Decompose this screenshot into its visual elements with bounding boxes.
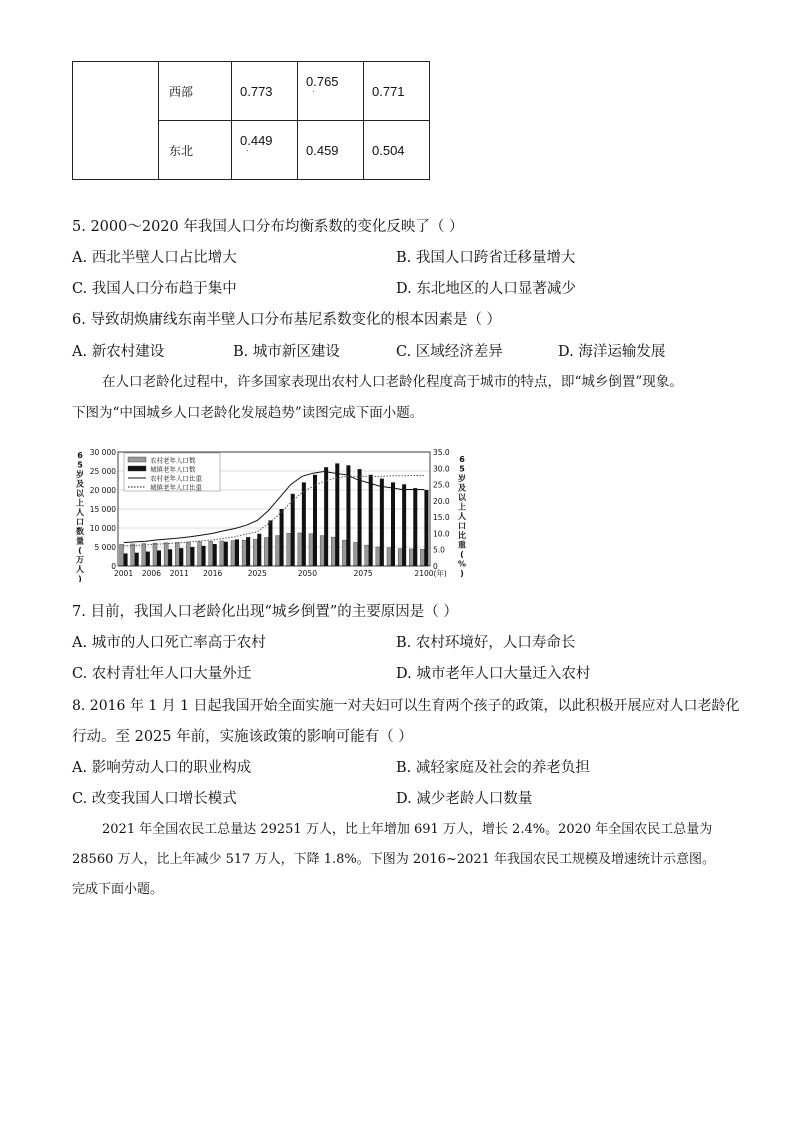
- rural-elderly-bar: [242, 540, 246, 566]
- svg-text:5: 5: [459, 464, 465, 474]
- urban-elderly-bar: [190, 547, 194, 566]
- svg-text:人: 人: [458, 512, 466, 521]
- rural-elderly-bar: [276, 536, 280, 566]
- coefficient-table: [72, 61, 430, 180]
- svg-text:6: 6: [77, 451, 83, 460]
- question-7-stem: 7. 目前，我国人口老龄化出现“城乡倒置”的主要原因是（ ）: [72, 604, 458, 620]
- intro-paragraph-2-line-3: 完成下面小题。: [72, 882, 164, 897]
- urban-elderly-bar: [280, 509, 284, 566]
- intro-paragraph-2-line-2: 28560 万人，比上年减少 517 万人，下降 1.8%。下图为 2016~2021 年我国农民工规模及增速统计示意图。: [72, 852, 716, 867]
- svg-text:及: 及: [76, 479, 84, 489]
- x-tick-label: 2075: [353, 569, 373, 578]
- question-6-stem: 6. 导致胡焕庸线东南半壁人口分布基尼系数变化的根本因素是（ ）: [72, 312, 502, 328]
- rural-elderly-bar: [320, 536, 324, 566]
- rural-elderly-bar: [420, 549, 424, 566]
- intro-paragraph-2-line-1: 2021 年全国农民工总量达 29251 万人，比上年增加 691 万人，增长 2.4%。2020 年全国农民工总量为: [102, 822, 713, 837]
- y-left-tick-label: 25 000: [89, 467, 116, 476]
- rural-elderly-bar: [298, 533, 302, 566]
- y-right-tick-label: 10.0: [433, 529, 450, 539]
- x-tick-label: 2011: [169, 569, 189, 578]
- question-8-stem-line-2: 行动。至 2025 年前，实施该政策的影响可能有（ ）: [72, 729, 413, 745]
- rural-elderly-bar: [376, 547, 380, 566]
- rural-elderly-bar: [365, 545, 369, 566]
- question-5-option-a: A. 西北半壁人口占比增大: [72, 250, 237, 266]
- y-right-tick-label: 15.0: [433, 513, 450, 523]
- y-left-axis-label: [76, 451, 85, 582]
- y-right-tick-label: 30.0: [433, 464, 450, 474]
- urban-elderly-bar: [246, 537, 250, 566]
- rural-elderly-bar: [398, 549, 402, 566]
- value-cell: 0.765 ·: [298, 62, 364, 121]
- rural-elderly-bar: [198, 542, 202, 566]
- rural-elderly-bar: [309, 534, 313, 566]
- rural-elderly-bar: [175, 542, 179, 566]
- svg-text:量: 量: [76, 536, 84, 546]
- y-right-tick-label: 5.0: [433, 545, 445, 555]
- svg-text:万: 万: [76, 555, 84, 565]
- urban-elderly-bar: [224, 542, 228, 566]
- y-right-tick-label: 25.0: [433, 480, 450, 490]
- question-8-option-c: C. 改变我国人口增长模式: [72, 791, 237, 807]
- x-tick-label: 2001: [114, 569, 134, 578]
- y-left-tick-label: 10 000: [89, 524, 116, 533]
- svg-text:): ): [78, 574, 82, 582]
- y-right-tick-label: 20.0: [433, 496, 450, 506]
- svg-text:以: 以: [76, 489, 84, 498]
- aging-trend-chart: [70, 440, 480, 582]
- question-7-option-b: B. 农村环境好，人口寿命长: [396, 635, 576, 651]
- urban-elderly-bar: [424, 490, 428, 566]
- urban-elderly-bar: [413, 488, 417, 566]
- question-5-stem: 5. 2000～2020 年我国人口分布均衡系数的变化反映了（ ）: [72, 219, 464, 235]
- question-6-option-b: B. 城市新区建设: [233, 344, 340, 360]
- y-left-tick-label: 5 000: [94, 543, 116, 552]
- question-6-option-c: C. 区域经济差异: [396, 344, 503, 360]
- svg-text:及: 及: [458, 483, 466, 493]
- intro-paragraph-1-line-2: 下图为“中国城乡人口老龄化发展趋势”读图完成下面小题。: [72, 405, 424, 421]
- value-cell: 0.449 ·: [232, 121, 298, 180]
- y-right-tick-label: 35.0: [433, 448, 450, 457]
- x-tick-label: 2025: [247, 569, 267, 578]
- rural-elderly-bar: [120, 544, 124, 566]
- x-tick-label: 2050: [297, 569, 317, 578]
- urban-elderly-bar: [268, 520, 272, 566]
- urban-elderly-bar: [124, 553, 128, 566]
- question-8-stem-line-1: 8. 2016 年 1 月 1 日起我国开始全面实施一对夫妇可以生育两个孩子的政策，以此积极开展应对人口老龄化: [72, 698, 740, 714]
- value-cell: 0.459: [298, 121, 364, 180]
- rural-elderly-bar: [142, 544, 146, 566]
- urban-elderly-bar: [302, 482, 306, 566]
- urban-elderly-bar: [135, 553, 139, 566]
- question-6-option-a: A. 新农村建设: [72, 344, 165, 360]
- question-8-option-d: D. 减少老龄人口数量: [396, 791, 533, 807]
- value-text: 0.765: [306, 73, 339, 89]
- rural-elderly-bar: [331, 537, 335, 566]
- urban-elderly-bar: [313, 475, 317, 566]
- legend-label: 农村老年人口数: [150, 456, 196, 465]
- svg-text:6: 6: [459, 455, 465, 464]
- svg-text:口: 口: [458, 521, 466, 531]
- urban-elderly-bar: [213, 544, 217, 566]
- rural-elderly-bar: [186, 542, 190, 566]
- urban-elderly-bar: [369, 475, 373, 566]
- svg-text:上: 上: [458, 502, 466, 512]
- x-tick-label: 2006: [141, 569, 161, 578]
- svg-text:): ): [460, 569, 464, 578]
- rural-elderly-bar: [264, 538, 268, 567]
- rural-elderly-bar: [164, 543, 168, 566]
- urban-elderly-bar: [324, 467, 328, 566]
- urban-elderly-bar: [179, 548, 183, 566]
- rural-elderly-bar: [231, 541, 235, 566]
- legend-label: 城镇老年人口数: [150, 465, 196, 474]
- urban-elderly-bar: [380, 479, 384, 566]
- table-row: [73, 62, 430, 121]
- question-5-option-b: B. 我国人口跨省迁移量增大: [396, 250, 576, 266]
- rural-elderly-bar: [387, 548, 391, 566]
- svg-text:岁: 岁: [458, 474, 466, 483]
- legend-swatch: [128, 457, 146, 462]
- svg-text:人: 人: [76, 508, 84, 517]
- y-left-tick-label: 0: [111, 562, 116, 571]
- rural-elderly-bar: [253, 539, 257, 566]
- question-5-option-c: C. 我国人口分布趋于集中: [72, 281, 237, 297]
- value-text: 0.449: [240, 132, 273, 148]
- value-cell: 0.773: [232, 62, 298, 121]
- urban-elderly-bar: [257, 534, 261, 566]
- rural-elderly-bar: [220, 541, 224, 566]
- chart-legend: [124, 453, 220, 492]
- merged-cell: [73, 62, 159, 180]
- svg-text:数: 数: [76, 527, 84, 536]
- urban-elderly-bar: [358, 469, 362, 566]
- x-tick-label: 2100(年): [414, 569, 447, 578]
- legend-swatch: [128, 466, 146, 471]
- urban-elderly-bar: [402, 484, 406, 566]
- svg-text:%: %: [457, 559, 467, 569]
- question-5-option-d: D. 东北地区的人口显著减少: [396, 281, 576, 297]
- rural-elderly-bar: [153, 543, 157, 566]
- legend-label: 农村老年人口比重: [150, 474, 202, 483]
- svg-text:以: 以: [458, 493, 466, 502]
- y-right-tick-label: 0: [433, 562, 438, 571]
- urban-elderly-bar: [391, 482, 395, 566]
- question-8-option-a: A. 影响劳动人口的职业构成: [72, 760, 252, 776]
- svg-text:重: 重: [458, 540, 466, 550]
- question-6-option-d: D. 海洋运输发展: [558, 344, 666, 360]
- region-cell: 西部: [159, 62, 232, 121]
- urban-elderly-bar: [291, 494, 295, 566]
- svg-text:(: (: [78, 546, 82, 555]
- svg-text:(: (: [460, 550, 464, 559]
- value-cell: 0.771: [364, 62, 430, 121]
- question-7-option-d: D. 城市老年人口大量迁入农村: [396, 666, 591, 682]
- legend-label: 城镇老年人口比重: [150, 483, 202, 492]
- svg-text:上: 上: [76, 498, 84, 508]
- svg-text:人: 人: [76, 565, 84, 574]
- svg-text:岁: 岁: [76, 470, 84, 479]
- urban-elderly-bar: [146, 552, 150, 566]
- urban-elderly-bar: [157, 550, 161, 566]
- y-right-axis-label: [458, 455, 467, 578]
- question-7-option-c: C. 农村青壮年人口大量外迁: [72, 666, 252, 682]
- urban-elderly-bar: [235, 539, 239, 566]
- urban-elderly-bar: [335, 463, 339, 566]
- region-cell: 东北: [159, 121, 232, 180]
- svg-text:比: 比: [458, 531, 466, 540]
- urban-elderly-bar: [202, 546, 206, 566]
- intro-paragraph-1-line-1: 在人口老龄化过程中，许多国家表现出农村人口老龄化程度高于城市的特点，即“城乡倒置”现象。: [102, 374, 683, 390]
- value-cell: 0.504: [364, 121, 430, 180]
- rural-elderly-bar: [354, 542, 358, 566]
- rural-elderly-bar: [409, 549, 413, 566]
- question-8-option-b: B. 减轻家庭及社会的养老负担: [396, 760, 590, 776]
- y-left-tick-label: 20 000: [89, 486, 116, 495]
- rural-elderly-bar: [131, 544, 135, 566]
- y-left-tick-label: 30 000: [89, 448, 116, 457]
- x-tick-label: 2016: [203, 569, 223, 578]
- svg-text:5: 5: [77, 460, 83, 470]
- rural-elderly-bar: [209, 541, 213, 566]
- rural-elderly-bar: [342, 540, 346, 566]
- y-left-tick-label: 15 000: [89, 505, 116, 514]
- urban-elderly-bar: [346, 465, 350, 566]
- rural-elderly-bar: [287, 533, 291, 566]
- svg-text:口: 口: [76, 517, 84, 527]
- question-7-option-a: A. 城市的人口死亡率高于农村: [72, 635, 266, 651]
- urban-elderly-bar: [168, 549, 172, 566]
